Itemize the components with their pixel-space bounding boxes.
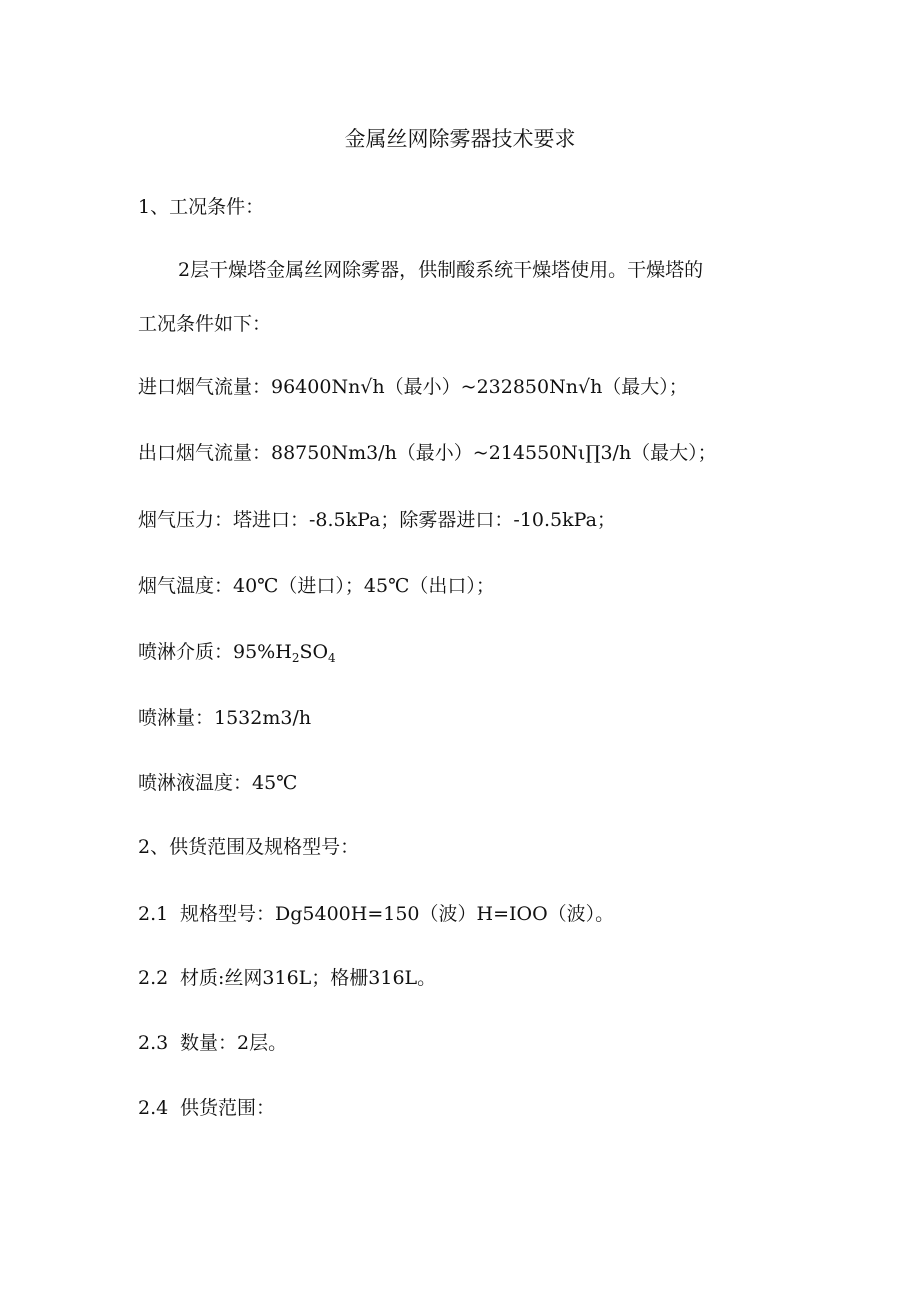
spray-medium-subscript-4: 4 — [328, 651, 336, 665]
document-title: 金属丝网除雾器技术要求 — [344, 127, 576, 151]
outlet-flow-line: 出口烟气流量：88750Nm3∕h（最小）~214550Nι∏3∕h（最大）； — [138, 442, 717, 464]
spray-temperature-line: 喷淋液温度：45℃ — [138, 772, 298, 794]
inlet-flow-line: 进口烟气流量：96400Nn√h（最小）~232850Nn√h（最大）； — [138, 376, 688, 398]
spray-medium-so: SO — [299, 641, 329, 663]
spec-item-number: 2.1 — [138, 903, 169, 925]
spray-amount-line: 喷淋量：1532m3∕h — [138, 707, 312, 729]
temperature-line: 烟气温度：40℃（进口）；45℃（出口）； — [138, 575, 495, 597]
spec-item-text: 数量：2层。 — [180, 1032, 288, 1054]
intro-paragraph-line-2: 工况条件如下： — [138, 313, 272, 335]
spec-item-number: 2.4 — [138, 1097, 169, 1119]
spec-item-text: 供货范围： — [180, 1097, 276, 1119]
spec-item-text: 材质:丝网316L；格栅316L。 — [180, 967, 437, 989]
spec-item-2-3 — [138, 1031, 287, 1055]
spray-medium-subscript-2: 2 — [291, 651, 300, 665]
section-2-heading: 2、供货范围及规格型号： — [138, 836, 360, 858]
spray-medium-line — [138, 640, 336, 664]
intro-paragraph-line-1: 2层干燥塔金属丝网除雾器，供制酸系统干燥塔使用。干燥塔的 — [178, 259, 704, 281]
spec-item-2-2 — [138, 966, 436, 990]
spec-item-2-1 — [138, 902, 614, 926]
spray-medium-prefix: 喷淋介质：95%H — [138, 641, 292, 663]
pressure-line: 烟气压力：塔进口：-8.5kPa；除雾器进口：-10.5kPa； — [138, 509, 616, 531]
spec-item-2-4 — [138, 1096, 275, 1120]
spec-item-number: 2.3 — [138, 1032, 169, 1054]
section-1-heading: 1、工况条件： — [138, 196, 265, 218]
spec-item-text: 规格型号：Dg5400H=150（波）H=IOO（波）。 — [180, 903, 615, 925]
spec-item-number: 2.2 — [138, 967, 169, 989]
